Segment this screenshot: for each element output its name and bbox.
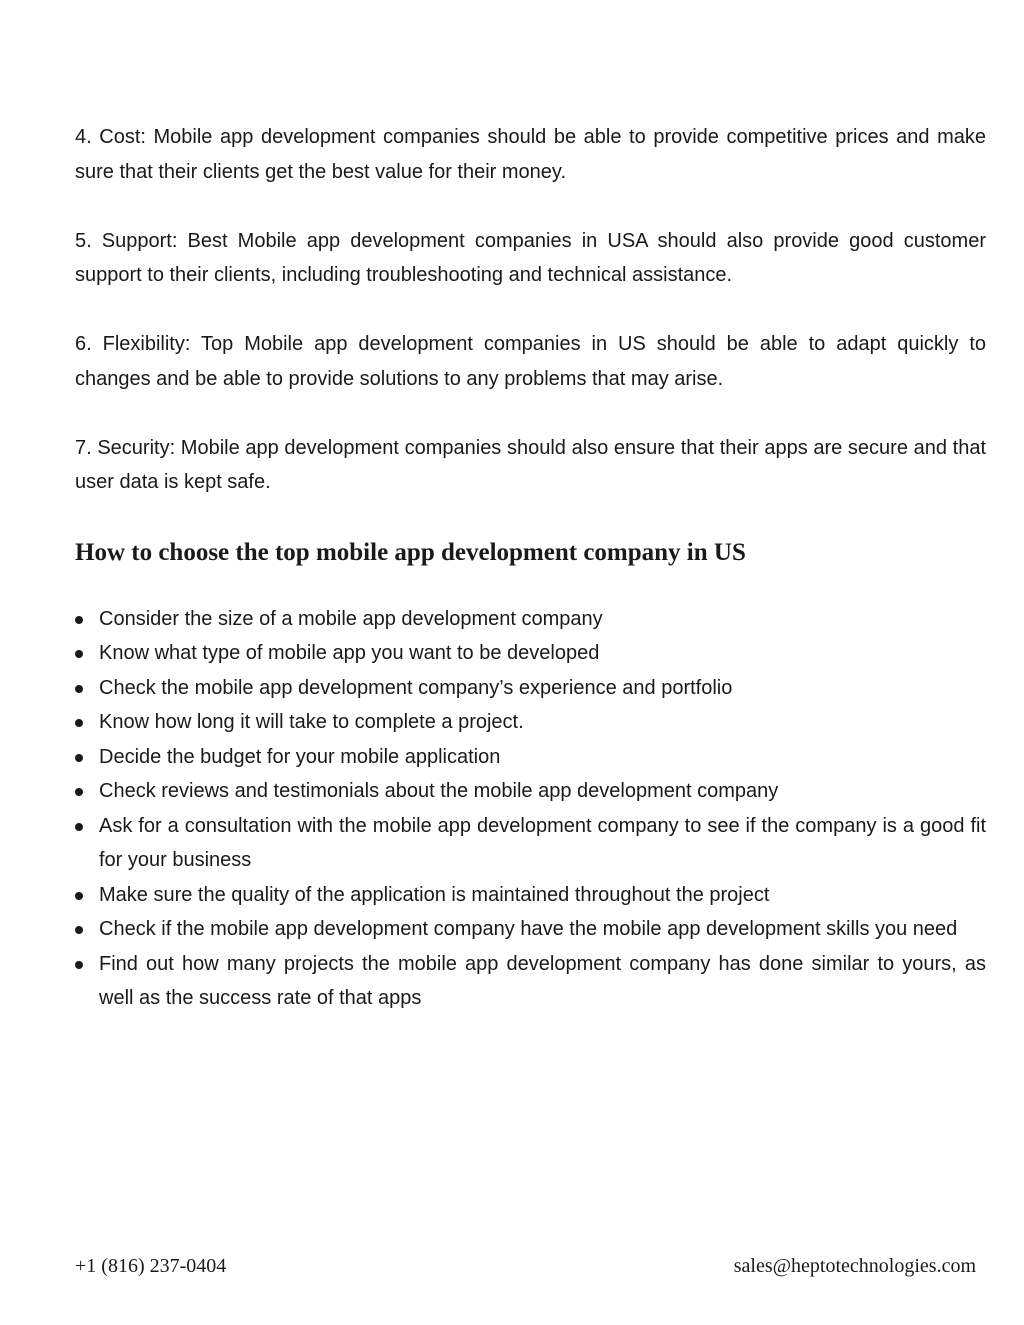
list-item bbox=[75, 947, 986, 1016]
list-item bbox=[75, 636, 986, 671]
paragraph-support: 5. Support: Best Mobile app development companies in USA should also provide good customer support to their clients, including troubleshooting and technical assistance. bbox=[75, 229, 986, 286]
bullet-icon bbox=[75, 685, 83, 693]
bullet-icon bbox=[75, 616, 83, 624]
list-item bbox=[75, 671, 986, 706]
list-item-text: Decide the budget for your mobile application bbox=[99, 745, 501, 768]
bullet-icon bbox=[75, 926, 83, 934]
list-item bbox=[75, 878, 986, 913]
list-item bbox=[75, 740, 986, 775]
paragraph-cost: 4. Cost: Mobile app development companies should be able to provide competitive prices and make sure that their clients get the best value for their money. bbox=[75, 126, 986, 183]
list-item bbox=[75, 602, 986, 637]
list-item-text: Consider the size of a mobile app development company bbox=[99, 607, 603, 630]
list-item-text: Know what type of mobile app you want to be developed bbox=[99, 642, 600, 664]
bullet-icon bbox=[75, 961, 83, 969]
paragraph-security: 7. Security: Mobile app development companies should also ensure that their apps are secure and that user data is kept safe. bbox=[75, 436, 986, 493]
bullet-icon bbox=[75, 719, 83, 727]
section-heading: How to choose the top mobile app development company in US bbox=[75, 538, 746, 566]
bullet-icon bbox=[75, 650, 83, 658]
list-item-text: Make sure the quality of the application is maintained throughout the project bbox=[99, 883, 770, 906]
list-item bbox=[75, 809, 986, 878]
list-item-text: Check the mobile app development company’s experience and portfolio bbox=[99, 676, 733, 699]
bullet-icon bbox=[75, 754, 83, 762]
footer-phone: +1 (816) 237-0404 bbox=[75, 1255, 227, 1277]
list-item bbox=[75, 774, 986, 809]
list-item-text: Find out how many projects the mobile app development company has done similar to yours, as well as the success rate of that apps bbox=[99, 952, 986, 1009]
bullet-icon bbox=[75, 823, 83, 831]
paragraph-flexibility: 6. Flexibility: Top Mobile app development companies in US should be able to adapt quickly to changes and be able to provide solutions to any problems that may arise. bbox=[75, 333, 986, 390]
bullet-icon bbox=[75, 892, 83, 900]
list-item-text: Ask for a consultation with the mobile app development company to see if the company is a good fit for your business bbox=[99, 814, 986, 871]
bullet-list bbox=[75, 602, 986, 1016]
list-item bbox=[75, 705, 986, 740]
list-item-text: Check reviews and testimonials about the mobile app development company bbox=[99, 780, 779, 802]
document-body bbox=[75, 120, 986, 1016]
footer-email: sales@heptotechnologies.com bbox=[733, 1255, 976, 1277]
bullet-icon bbox=[75, 788, 83, 796]
list-item-text: Know how long it will take to complete a project. bbox=[99, 711, 524, 733]
list-item bbox=[75, 912, 986, 947]
list-item-text: Check if the mobile app development company have the mobile app development skills you need bbox=[99, 918, 958, 940]
